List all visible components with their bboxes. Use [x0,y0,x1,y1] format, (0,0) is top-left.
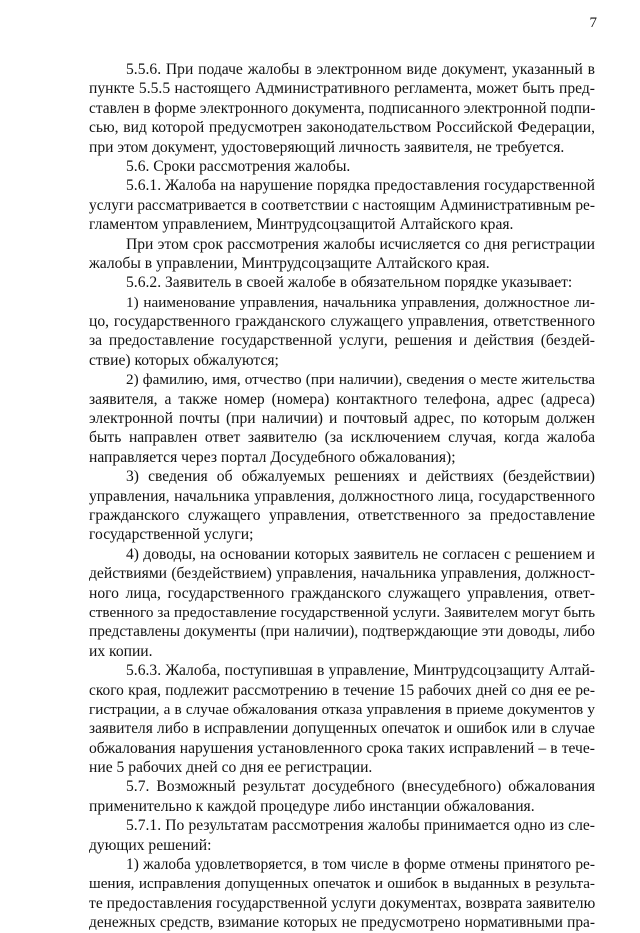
text-line: гламентом управлением, Минтрудсоцзащитой Алтайского края. [89,216,514,234]
paragraph [89,777,595,816]
text-line: ного лица, государственного гражданского служащего управления, ответ- [89,584,595,602]
paragraph [89,293,595,371]
text-line: ственного за предоставление государственной услуги. Заявителем могут быть [89,603,595,621]
text-line: 1) жалоба удовлетворяется, в том числе в форме отмены принятого ре- [126,856,595,874]
text-line: 5.6.1. Жалоба на нарушение порядка предоставления государственной [126,177,595,195]
text-line: денежных средств, взимание которых не предусмотрено нормативными пра- [89,914,595,932]
paragraph [89,370,595,467]
text-line: 3) сведения об обжалуемых решениях и действиях (бездействии) [126,468,595,486]
text-line: управления, начальника управления, должностного лица, государственного [89,487,595,505]
paragraph [89,60,595,157]
paragraph [89,467,595,545]
text-line: государственной услуги; [89,526,254,544]
paragraph [89,235,595,274]
text-line: за предоставление государственной услуги, решения и действия (бездей- [89,332,595,350]
text-line: направляется через портал Досудебного обжалования); [89,448,456,466]
text-line: заявителя либо в исправлении допущенных опечаток и ошибок или в случае [89,720,595,738]
text-line: дующих решений: [89,836,212,854]
text-line: гражданского служащего управления, ответственного за предоставление [89,506,595,524]
text-line: заявителя, а также номер (номера) контактного телефона, адрес (адреса) [89,390,595,408]
text-line: 1) наименование управления, начальника управления, должностное ли- [126,293,595,311]
text-line: быть направлен ответ заявителю (за исключением случая, когда жалоба [89,429,595,447]
paragraph [89,545,595,661]
text-line: услуги рассматривается в соответствии с настоящим Административным ре- [89,196,595,214]
text-line: 5.6.3. Жалоба, поступившая в управление, Минтрудсоцзащиту Алтай- [126,662,595,680]
text-line: 5.6. Сроки рассмотрения жалобы. [126,157,351,175]
text-line: те предоставления государственной услуги документах, возврата заявителю [89,894,596,912]
text-line: представлены документы (при наличии), подтверждающие эти доводы, либо [89,623,595,641]
text-line: сью, вид которой предусмотрен законодательством Российской Федерации, [89,119,595,137]
text-line: действиями (бездействием) управления, начальника управления, должност- [89,565,595,583]
paragraph [89,855,595,933]
text-line: ского края, подлежит рассмотрению в течение 15 рабочих дней со дня ее ре- [89,681,595,699]
paragraph [89,661,595,777]
text-line: 5.7. Возможный результат досудебного (внесудебного) обжалования [126,778,595,796]
text-line: обжалования нарушения установленного срока таких исправлений – в тече- [89,739,595,757]
text-line: ставлен в форме электронного документа, подписанного электронной подпи- [89,99,596,117]
text-line: 5.6.2. Заявитель в своей жалобе в обязательном порядке указывает: [126,274,573,292]
text-line: цо, государственного гражданского служащего управления, ответственного [89,313,595,331]
paragraph [89,273,595,292]
text-line: жалобы в управлении, Минтрудсоцзащите Алтайского края. [89,254,490,272]
text-line: пункте 5.5.5 настоящего Административного регламента, может быть пред- [89,80,595,98]
text-line: их копии. [89,642,153,660]
paragraph [89,157,595,176]
text-line: 2) фамилию, имя, отчество (при наличии), сведения о месте жительства [126,371,595,389]
text-line: электронной почты (при наличии) и почтовый адрес, по которым должен [89,410,595,428]
text-line: при этом документ, удостоверяющий личность заявителя, не требуется. [89,138,565,156]
text-line: 5.7.1. По результатам рассмотрения жалобы принимается одно из сле- [126,817,595,835]
paragraph [89,816,595,855]
text-line: При этом срок рассмотрения жалобы исчисляется со дня регистрации [126,235,595,253]
text-line: ствие) которых обжалуются; [89,351,279,369]
text-line: шения, исправления допущенных опечаток и ошибок в выданных в результа- [89,875,595,893]
text-line: ние 5 рабочих дней со дня ее регистрации. [89,759,373,777]
text-line: применительно к каждой процедуре либо инстанции обжалования. [89,797,535,815]
document-body [89,60,595,933]
text-line: гистрации, а в случае обжалования отказа управления в приеме документов у [89,700,595,718]
text-line: 5.5.6. При подаче жалобы в электронном виде документ, указанный в [126,61,595,78]
paragraph [89,176,595,234]
page-number: 7 [589,15,597,31]
text-line: 4) доводы, на основании которых заявитель не согласен с решением и [126,545,595,563]
